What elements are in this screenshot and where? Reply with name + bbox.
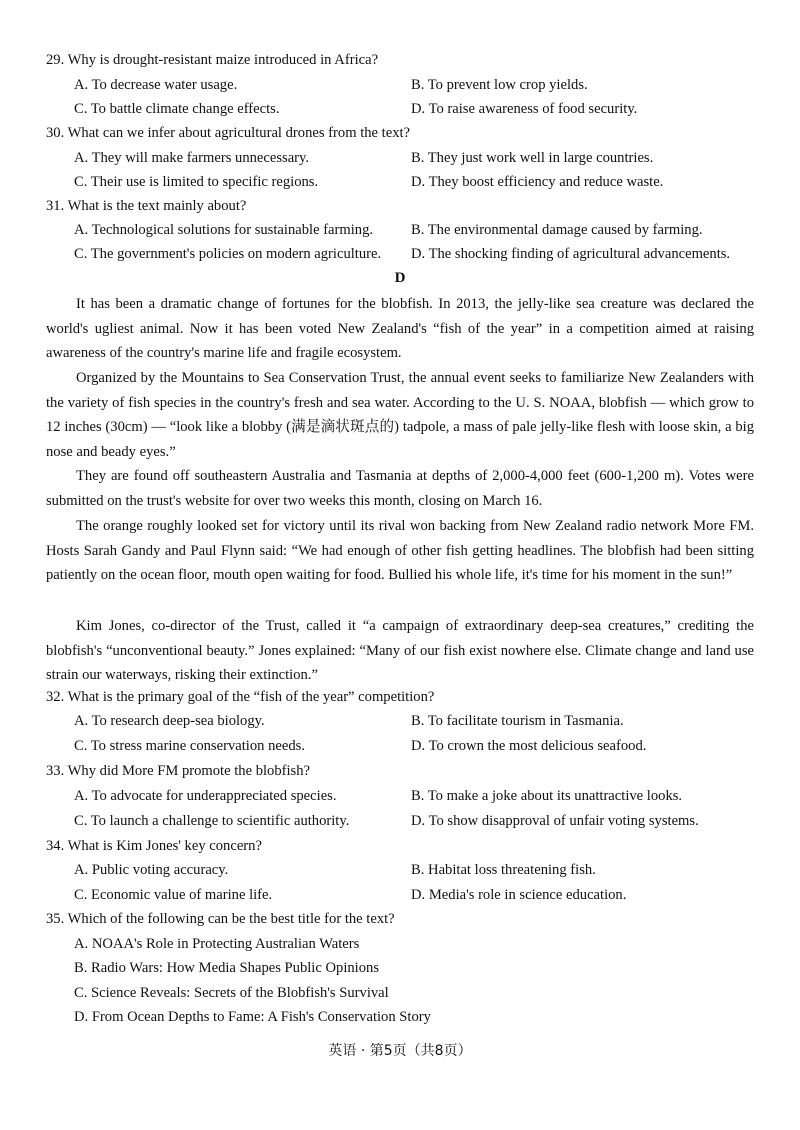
question-34-stem: 34. What is Kim Jones' key concern? [46,838,262,854]
question-35-option-a: A. NOAA's Role in Protecting Australian Waters [74,936,360,952]
question-35-option-c: C. Science Reveals: Secrets of the Blobfish's Survival [74,985,389,1001]
passage-paragraph-3: They are found off southeastern Australia and Tasmania at depths of 2,000-4,000 feet (600-1,200 m). Votes were submitted on the trust's website for over two weeks this month, closing on March 16. [46,468,754,509]
question-33-option-c: C. To launch a challenge to scientific authority. [74,813,350,829]
question-31-stem: 31. What is the text mainly about? [46,198,247,214]
question-33-option-d: D. To show disapproval of unfair voting systems. [411,813,699,829]
question-29-option-a: A. To decrease water usage. [74,77,238,93]
question-34-option-c: C. Economic value of marine life. [74,887,273,903]
question-33-option-b: B. To make a joke about its unattractive looks. [411,788,683,804]
question-32-stem: 32. What is the primary goal of the “fish of the year” competition? [46,689,435,705]
passage-paragraph-2: Organized by the Mountains to Sea Conservation Trust, the annual event seeks to familiarize New Zealanders with the variety of fish species in the country's fresh and sea water. According to the U. S. NOAA, blobfish — which grow to 12 inches (30cm) — “look like a blobby (满是滴状斑点的) tadpole, a mass of pale jelly-like flesh with loose skin, a big nose and beady eyes.” [46,370,754,460]
question-31-option-d: D. The shocking finding of agricultural advancements. [411,246,731,262]
question-35-option-d: D. From Ocean Depths to Fame: A Fish's Conservation Story [74,1009,431,1025]
passage-paragraph-1: It has been a dramatic change of fortunes for the blobfish. In 2013, the jelly-like sea creature was declared the world's ugliest animal. Now it has been voted New Zealand's “fish of the year” in a competition aimed at raising awareness of the country's marine life and fragile ecosystem. [46,296,754,362]
section-heading: D [394,270,406,286]
question-32-option-c: C. To stress marine conservation needs. [74,738,305,754]
question-32-option-b: B. To facilitate tourism in Tasmania. [411,713,624,729]
question-30-option-b: B. They just work well in large countries. [411,150,654,166]
question-33-option-a: A. To advocate for underappreciated species. [74,788,337,804]
question-31-option-c: C. The government's policies on modern agriculture. [74,246,382,262]
question-29-option-c: C. To battle climate change effects. [74,101,280,117]
question-35-option-b: B. Radio Wars: How Media Shapes Public Opinions [74,960,380,976]
question-30-option-d: D. They boost efficiency and reduce waste. [411,174,664,190]
question-30-option-c: C. Their use is limited to specific regions. [74,174,319,190]
question-32-option-a: A. To research deep-sea biology. [74,713,265,729]
question-34-option-a: A. Public voting accuracy. [74,862,229,878]
question-33-stem: 33. Why did More FM promote the blobfish? [46,763,311,779]
passage-paragraph-4: The orange roughly looked set for victory until its rival won backing from New Zealand radio network More FM. Hosts Sarah Gandy and Paul Flynn said: “We had enough of other fish getting headlines. The blobfish had been sitting patiently on the ocean floor, mouth open waiting for food. Bullied his whole life, it's time for his moment in the sun!” [46,518,754,584]
question-31-option-a: A. Technological solutions for sustainable farming. [74,222,374,238]
question-32-option-d: D. To crown the most delicious seafood. [411,738,647,754]
question-29-option-b: B. To prevent low crop yields. [411,77,588,93]
question-30-option-a: A. They will make farmers unnecessary. [74,150,310,166]
question-29-stem: 29. Why is drought-resistant maize introduced in Africa? [46,52,379,68]
question-31-option-b: B. The environmental damage caused by farming. [411,222,703,238]
question-30-stem: 30. What can we infer about agricultural drones from the text? [46,125,411,141]
question-34-option-d: D. Media's role in science education. [411,887,627,903]
question-29-option-d: D. To raise awareness of food security. [411,101,638,117]
question-35-stem: 35. Which of the following can be the best title for the text? [46,911,395,927]
question-34-option-b: B. Habitat loss threatening fish. [411,862,596,878]
page-footer: 英语 · 第5页（共8页） [328,1043,472,1059]
passage-paragraph-5: Kim Jones, co-director of the Trust, called it “a campaign of extraordinary deep-sea creatures,” crediting the blobfish's “unconventional beauty.” Jones explained: “Many of our fish exist nowhere else. Climate change and land use strain our waterways, risking their extinction.” [46,618,754,684]
